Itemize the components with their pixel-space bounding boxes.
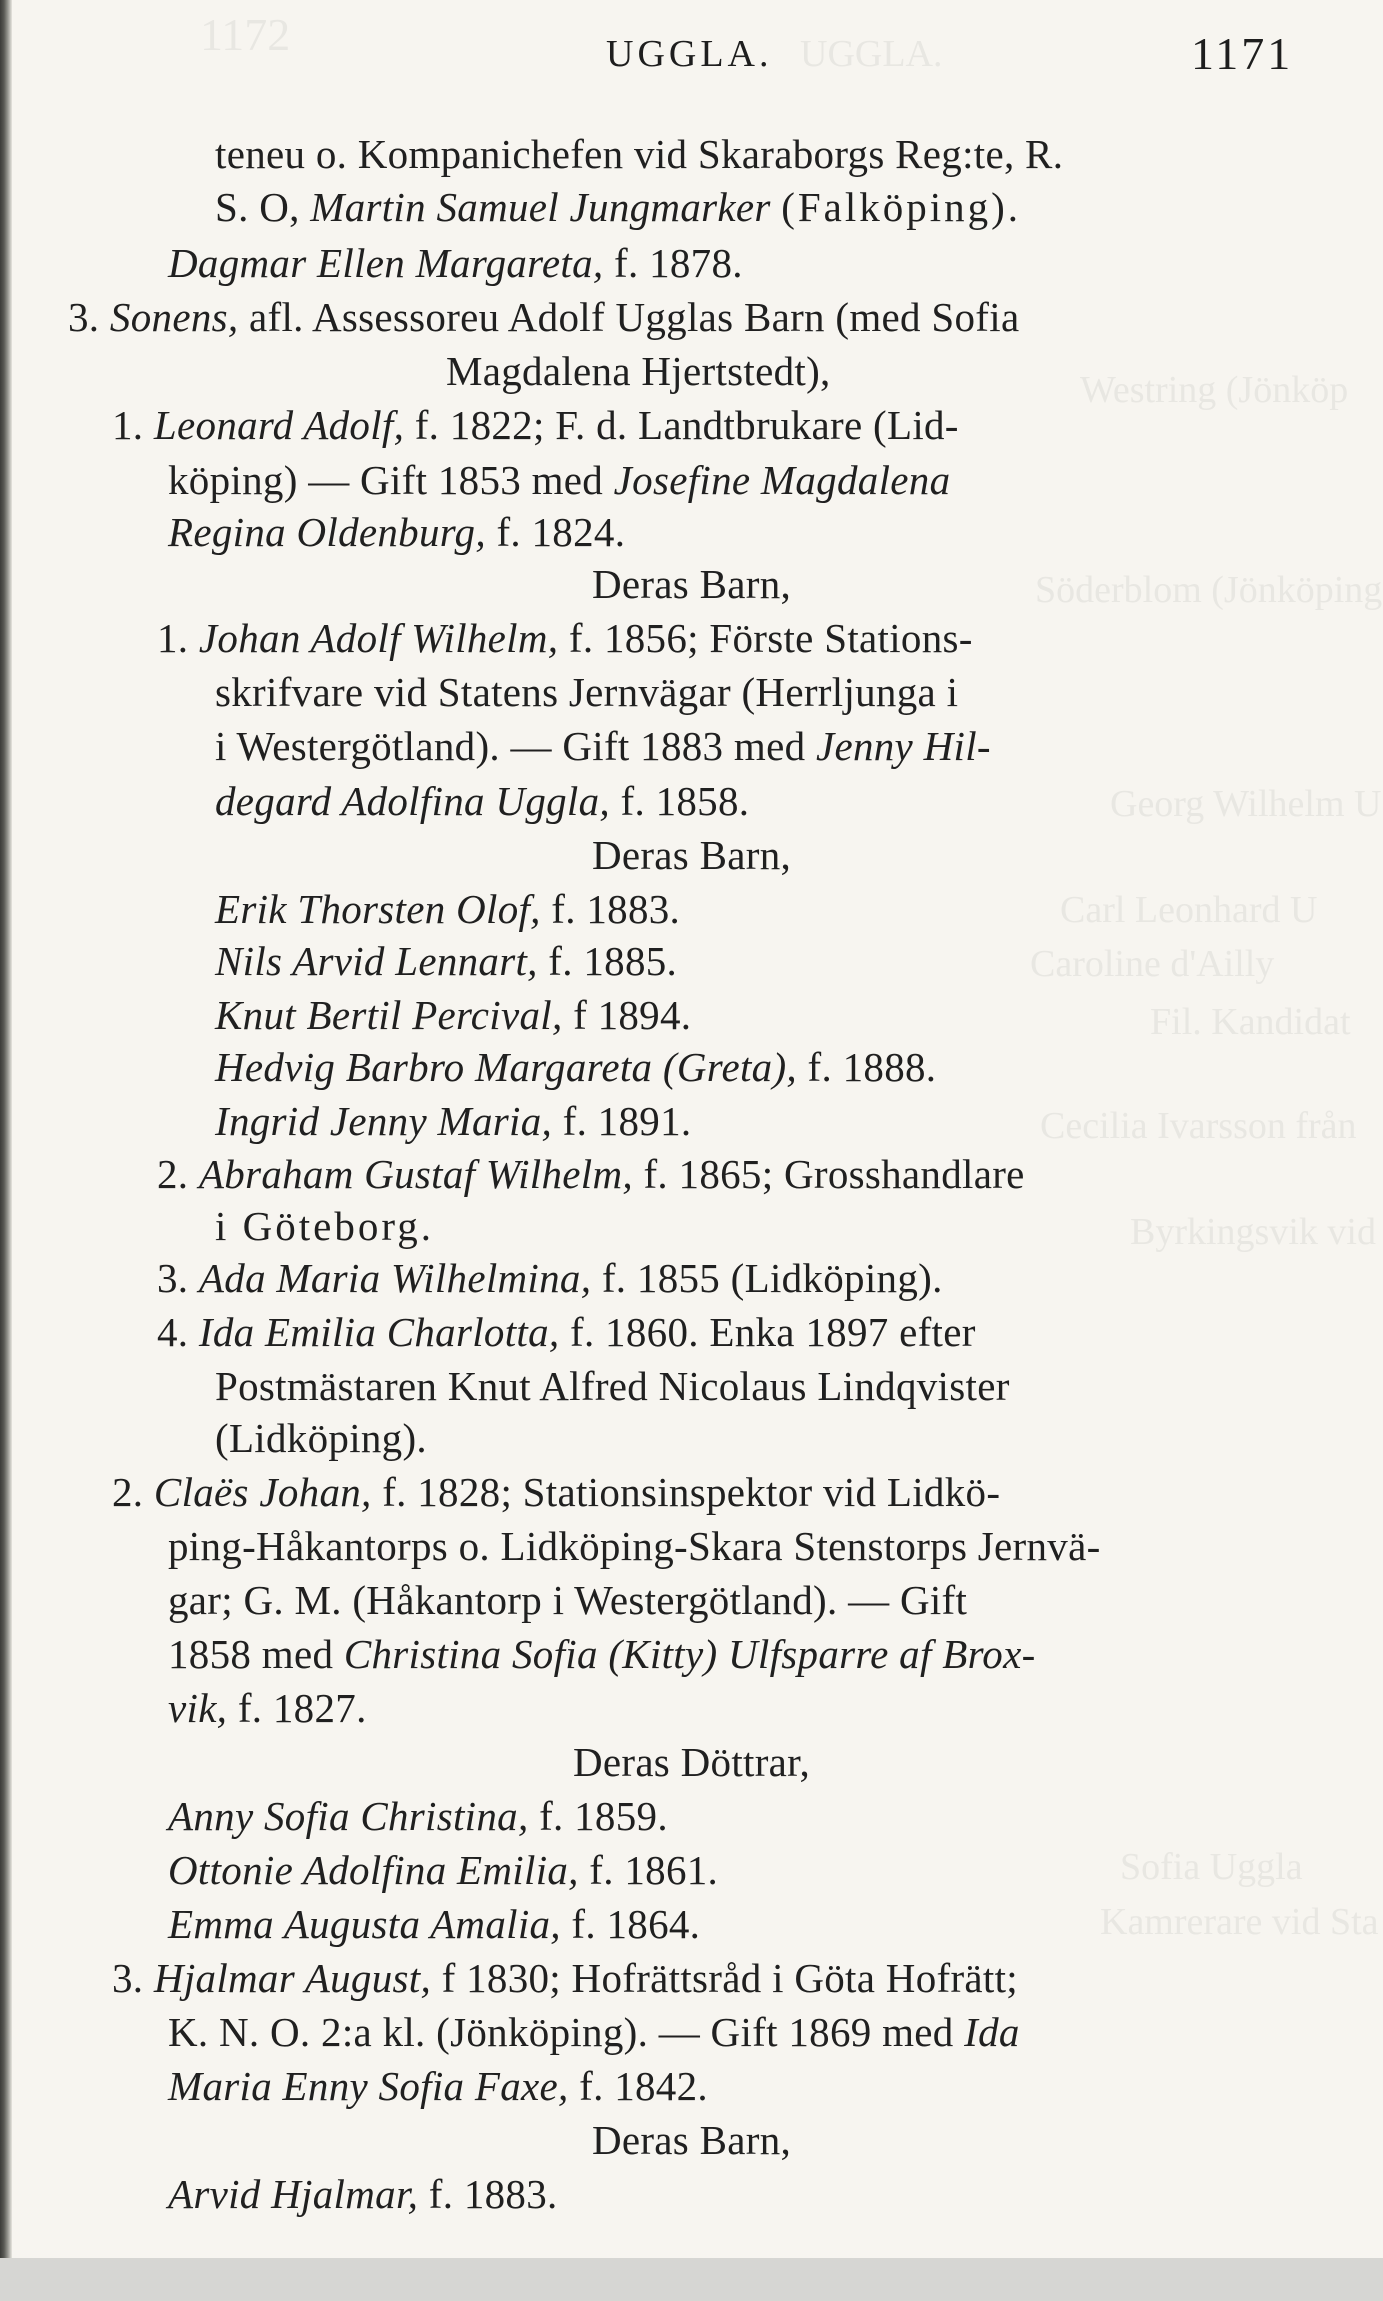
bleed-through-text: Caroline d'Ailly bbox=[1030, 943, 1275, 985]
text-line: Anny Sofia Christina, f. 1859. bbox=[168, 1793, 668, 1839]
section-heading: Deras Barn, bbox=[591, 2117, 792, 2163]
bleed-through-text: Carl Leonhard U bbox=[1060, 889, 1318, 931]
person-name: Christina Sofia (Kitty) Ulfsparre af Brox- bbox=[343, 1631, 1036, 1677]
text-line: Dagmar Ellen Margareta, f. 1878. bbox=[168, 240, 743, 286]
text-line: Ingrid Jenny Maria, f. 1891. bbox=[215, 1098, 692, 1144]
person-name: Martin Samuel Jungmarker bbox=[310, 184, 771, 230]
bleed-through-text: Cecilia Ivarsson från bbox=[1040, 1105, 1357, 1147]
bleed-through-text: UGGLA. bbox=[800, 33, 943, 75]
text-line: 3. Sonens, afl. Assessoreu Adolf Ugglas Barn (med Sofia bbox=[68, 294, 1020, 340]
bleed-through-text: Byrkingsvik vid bbox=[1130, 1211, 1376, 1253]
entry-number: 1. bbox=[157, 615, 189, 661]
person-name: Anny Sofia Christina, bbox=[168, 1793, 529, 1839]
text-line: Hedvig Barbro Margareta (Greta), f. 1888. bbox=[215, 1044, 937, 1090]
text-line: Emma Augusta Amalia, f. 1864. bbox=[168, 1901, 701, 1947]
person-name: Josefine Magdalena bbox=[613, 457, 951, 503]
section-heading: Deras Barn, bbox=[591, 561, 792, 607]
person-name: Ottonie Adolfina Emilia, bbox=[168, 1847, 579, 1893]
person-name: Hedvig Barbro Margareta (Greta), bbox=[215, 1044, 797, 1090]
text-line: 1. Leonard Adolf, f. 1822; F. d. Landtbrukare (Lid- bbox=[112, 402, 959, 448]
person-name: Ida Emilia Charlotta, bbox=[198, 1309, 560, 1355]
person-name: Johan Adolf Wilhelm, bbox=[198, 615, 559, 661]
person-name: Knut Bertil Percival, bbox=[215, 992, 563, 1038]
person-name: Leonard Adolf, bbox=[153, 402, 405, 448]
bleed-through-text: Westring (Jönköp bbox=[1080, 369, 1349, 411]
text-line: Ottonie Adolfina Emilia, f. 1861. bbox=[168, 1847, 719, 1893]
person-name: Claës Johan, bbox=[153, 1469, 372, 1515]
running-title: UGGLA. bbox=[606, 33, 773, 75]
text-line: (Lidköping). bbox=[215, 1415, 427, 1461]
section-heading: Deras Döttrar, bbox=[572, 1739, 811, 1785]
person-name: degard Adolfina Uggla, bbox=[215, 778, 610, 824]
text-line: K. N. O. 2:a kl. (Jönköping). — Gift 1869 med Ida bbox=[168, 2009, 1020, 2055]
text-line: Arvid Hjalmar, f. 1883. bbox=[168, 2171, 558, 2217]
person-name: Emma Augusta Amalia, bbox=[168, 1901, 561, 1947]
page-number: 1171 bbox=[1191, 28, 1294, 79]
person-name: Erik Thorsten Olof, bbox=[215, 886, 541, 932]
text-line: Nils Arvid Lennart, f. 1885. bbox=[215, 938, 678, 984]
text-line: i Göteborg. bbox=[215, 1203, 435, 1249]
page-binding-shadow bbox=[0, 0, 12, 2258]
person-name: Maria Enny Sofia Faxe, bbox=[168, 2063, 569, 2109]
text-line: ping-Håkantorps o. Lidköping-Skara Stenstorps Jernvä- bbox=[168, 1523, 1101, 1569]
person-name: Dagmar Ellen Margareta, bbox=[168, 240, 604, 286]
page-header bbox=[0, 0, 1383, 90]
person-name: Nils Arvid Lennart, bbox=[215, 938, 538, 984]
text-line: 2. Abraham Gustaf Wilhelm, f. 1865; Grosshandlare bbox=[157, 1151, 1025, 1197]
text-line: Magdalena Hjertstedt), bbox=[446, 348, 831, 394]
text-line: i Westergötland). — Gift 1883 med Jenny Hil- bbox=[215, 723, 991, 769]
entry-number: 2. bbox=[157, 1151, 189, 1197]
text-line: gar; G. M. (Håkantorp i Westergötland). — Gift bbox=[168, 1577, 968, 1623]
bleed-through-text: 1172 bbox=[200, 9, 291, 60]
person-name: Hjalmar August, bbox=[153, 1955, 432, 2001]
text-line: 3. Ada Maria Wilhelmina, f. 1855 (Lidköping). bbox=[157, 1255, 943, 1301]
text-line: skrifvare vid Statens Jernvägar (Herrljunga i bbox=[215, 669, 959, 715]
text-line: 2. Claës Johan, f. 1828; Stationsinspektor vid Lidkö- bbox=[112, 1469, 1001, 1515]
text-line: köping) — Gift 1853 med Josefine Magdalena bbox=[168, 457, 951, 503]
person-name: Abraham Gustaf Wilhelm, bbox=[198, 1151, 633, 1197]
bleed-through-text: Sofia Uggla bbox=[1120, 1846, 1303, 1888]
entry-number: 3. bbox=[68, 294, 100, 340]
entry-number: 3. bbox=[157, 1255, 189, 1301]
text-line: S. O, Martin Samuel Jungmarker (Falköping). bbox=[215, 184, 1022, 230]
text-line: 3. Hjalmar August, f 1830; Hofrättsråd i Göta Hofrätt; bbox=[112, 1955, 1018, 2001]
entry-number: 4. bbox=[157, 1309, 189, 1355]
text-line: degard Adolfina Uggla, f. 1858. bbox=[215, 778, 750, 824]
text-line: Knut Bertil Percival, f 1894. bbox=[215, 992, 692, 1038]
text-line: 1. Johan Adolf Wilhelm, f. 1856; Förste Stations- bbox=[157, 615, 973, 661]
bleed-through-text: Fil. Kandidat bbox=[1150, 1001, 1351, 1043]
bleed-through-text: Georg Wilhelm U bbox=[1110, 783, 1382, 825]
person-name: Ada Maria Wilhelmina, bbox=[198, 1255, 592, 1301]
person-name: Jenny Hil- bbox=[815, 723, 991, 769]
text-line: 1858 med Christina Sofia (Kitty) Ulfsparre af Brox- bbox=[168, 1631, 1036, 1677]
person-name: Arvid Hjalmar, bbox=[168, 2171, 419, 2217]
entry-number: 1. bbox=[112, 402, 144, 448]
text-line: Erik Thorsten Olof, f. 1883. bbox=[215, 886, 681, 932]
text-line: Maria Enny Sofia Faxe, f. 1842. bbox=[168, 2063, 708, 2109]
person-name: Ida bbox=[964, 2009, 1020, 2055]
person-name: Regina Oldenburg, bbox=[168, 509, 486, 555]
bleed-through-text: Kamrerare vid Sta bbox=[1100, 1901, 1379, 1943]
text-line: teneu o. Kompanichefen vid Skaraborgs Reg:te, R. bbox=[215, 131, 1064, 177]
text-line: vik, f. 1827. bbox=[168, 1685, 367, 1731]
text-line: 4. Ida Emilia Charlotta, f. 1860. Enka 1897 efter bbox=[157, 1309, 976, 1355]
bleed-through-text: Söderblom (Jönköping bbox=[1035, 569, 1383, 611]
text-line: Regina Oldenburg, f. 1824. bbox=[168, 509, 626, 555]
entry-number: 3. bbox=[112, 1955, 144, 2001]
person-name: Ingrid Jenny Maria, bbox=[215, 1098, 553, 1144]
scan-background bbox=[0, 2258, 1383, 2301]
entry-number: 2. bbox=[112, 1469, 144, 1515]
text-line: Postmästaren Knut Alfred Nicolaus Lindqvister bbox=[215, 1363, 1010, 1409]
section-heading: Deras Barn, bbox=[591, 832, 792, 878]
